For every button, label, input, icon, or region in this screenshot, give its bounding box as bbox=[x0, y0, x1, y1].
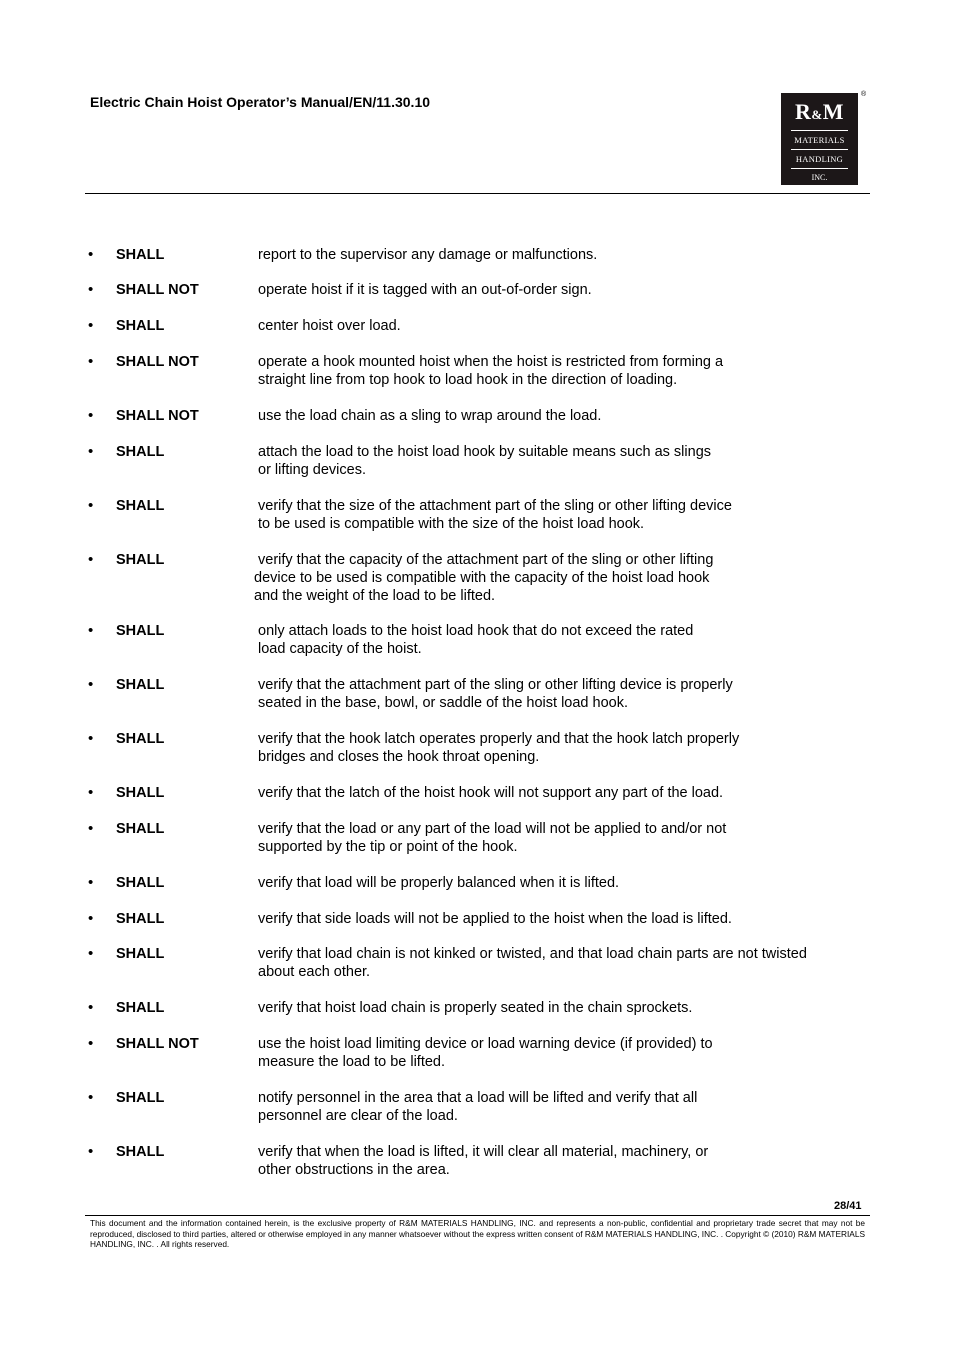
rule-text: notify personnel in the area that a load will be lifted and verify that all bbox=[258, 1090, 698, 1106]
bullet-icon: • bbox=[88, 676, 94, 693]
rule-text: verify that when the load is lifted, it will clear all material, machinery, or bbox=[258, 1144, 709, 1160]
bullet-icon: • bbox=[88, 443, 94, 460]
rule-text: verify that load chain is not kinked or twisted, and that load chain parts are not twisted bbox=[258, 946, 807, 962]
rule-keyword: SHALL bbox=[116, 318, 165, 334]
header-divider bbox=[85, 193, 870, 194]
rule-keyword: SHALL bbox=[116, 946, 165, 962]
rule-text: other obstructions in the area. bbox=[258, 1162, 450, 1178]
rule-keyword: SHALL bbox=[116, 552, 165, 568]
bullet-icon: • bbox=[88, 910, 94, 927]
rule-text: about each other. bbox=[258, 964, 371, 980]
bullet-icon: • bbox=[88, 497, 94, 514]
company-logo bbox=[781, 93, 858, 185]
rule-text: verify that the attachment part of the sling or other lifting device is properly bbox=[258, 677, 733, 693]
rule-text: supported by the tip or point of the hook. bbox=[258, 839, 518, 855]
rule-keyword: SHALL NOT bbox=[116, 282, 199, 298]
rule-text: verify that hoist load chain is properly seated in the chain sprockets. bbox=[258, 1000, 693, 1016]
legal-notice: This document and the information contained herein, is the exclusive property of R&M MATERIALS HANDLING, INC. and represents a non-public, confidential and proprietary trade secret that may not be reproduced, disclosed to third parties, altered or otherwise employed in any manner whatsoever without the express written consent of R&M MATERIALS HANDLING, INC. . Copyright © (2010) R&M MATERIALS HANDLING, INC. . All rights reserved. bbox=[90, 1218, 865, 1249]
rule-keyword: SHALL bbox=[116, 623, 165, 639]
rule-text: verify that the capacity of the attachment part of the sling or other lifting bbox=[258, 552, 714, 568]
rule-text: verify that side loads will not be applied to the hoist when the load is lifted. bbox=[258, 911, 732, 927]
rule-keyword: SHALL bbox=[116, 1000, 165, 1016]
rule-keyword: SHALL NOT bbox=[116, 354, 199, 370]
bullet-icon: • bbox=[88, 407, 94, 424]
rule-text: operate a hook mounted hoist when the hoist is restricted from forming a bbox=[258, 354, 724, 370]
rule-text: or lifting devices. bbox=[258, 462, 366, 478]
rule-text: only attach loads to the hoist load hook that do not exceed the rated bbox=[258, 623, 694, 639]
rule-keyword: SHALL bbox=[116, 498, 165, 514]
rule-text: verify that the hook latch operates properly and that the hook latch properly bbox=[258, 731, 740, 747]
bullet-icon: • bbox=[88, 730, 94, 747]
logo-line-handling: HANDLING bbox=[795, 154, 844, 164]
logo-line-inc: INC. bbox=[811, 173, 828, 182]
rule-keyword: SHALL bbox=[116, 875, 165, 891]
bullet-icon: • bbox=[88, 317, 94, 334]
rule-keyword: SHALL bbox=[116, 1144, 165, 1160]
rule-text: straight line from top hook to load hook in the direction of loading. bbox=[258, 372, 678, 388]
rule-text: verify that the load or any part of the load will not be applied to and/or not bbox=[258, 821, 727, 837]
bullet-icon: • bbox=[88, 281, 94, 298]
rule-text: verify that the size of the attachment part of the sling or other lifting device bbox=[258, 498, 732, 514]
bullet-icon: • bbox=[88, 1143, 94, 1160]
rule-keyword: SHALL bbox=[116, 677, 165, 693]
rule-text: bridges and closes the hook throat opening. bbox=[258, 749, 540, 765]
rule-text: operate hoist if it is tagged with an out-of-order sign. bbox=[258, 282, 592, 298]
logo-line-materials: MATERIALS bbox=[794, 135, 845, 145]
bullet-icon: • bbox=[88, 999, 94, 1016]
rule-text: verify that load will be properly balanced when it is lifted. bbox=[258, 875, 620, 891]
bullet-icon: • bbox=[88, 1035, 94, 1052]
footer-divider bbox=[85, 1215, 870, 1216]
rule-text: load capacity of the hoist. bbox=[258, 641, 422, 657]
rule-text: personnel are clear of the load. bbox=[258, 1108, 458, 1124]
bullet-icon: • bbox=[88, 820, 94, 837]
rule-keyword: SHALL NOT bbox=[116, 1036, 199, 1052]
bullet-icon: • bbox=[88, 874, 94, 891]
registered-mark: ® bbox=[861, 91, 867, 98]
rule-text: use the load chain as a sling to wrap around the load. bbox=[258, 408, 602, 424]
bullet-icon: • bbox=[88, 784, 94, 801]
bullet-icon: • bbox=[88, 353, 94, 370]
logo-mark: R&M bbox=[795, 99, 844, 124]
rule-keyword: SHALL NOT bbox=[116, 408, 199, 424]
rule-text: attach the load to the hoist load hook by suitable means such as slings bbox=[258, 444, 712, 460]
page-number: 28/41 bbox=[834, 1200, 862, 1212]
rule-text: seated in the base, bowl, or saddle of the hoist load hook. bbox=[258, 695, 628, 711]
rule-text: device to be used is compatible with the capacity of the hoist load hook bbox=[254, 570, 710, 586]
bullet-icon: • bbox=[88, 551, 94, 568]
rule-keyword: SHALL bbox=[116, 444, 165, 460]
rule-text: measure the load to be lifted. bbox=[258, 1054, 446, 1070]
rule-text: and the weight of the load to be lifted. bbox=[254, 588, 496, 604]
bullet-icon: • bbox=[88, 945, 94, 962]
rule-text: to be used is compatible with the size of the hoist load hook. bbox=[258, 516, 645, 532]
rule-keyword: SHALL bbox=[116, 731, 165, 747]
rule-text: use the hoist load limiting device or load warning device (if provided) to bbox=[258, 1036, 713, 1052]
rule-text: verify that the latch of the hoist hook will not support any part of the load. bbox=[258, 785, 724, 801]
rule-keyword: SHALL bbox=[116, 247, 165, 263]
rule-keyword: SHALL bbox=[116, 1090, 165, 1106]
rule-text: center hoist over load. bbox=[258, 318, 401, 334]
bullet-icon: • bbox=[88, 246, 94, 263]
rule-keyword: SHALL bbox=[116, 785, 165, 801]
bullet-icon: • bbox=[88, 622, 94, 639]
rule-keyword: SHALL bbox=[116, 911, 165, 927]
rule-keyword: SHALL bbox=[116, 821, 165, 837]
document-title: Electric Chain Hoist Operator’s Manual/EN/11.30.10 bbox=[90, 94, 431, 110]
rule-text: report to the supervisor any damage or malfunctions. bbox=[258, 247, 598, 263]
bullet-icon: • bbox=[88, 1089, 94, 1106]
